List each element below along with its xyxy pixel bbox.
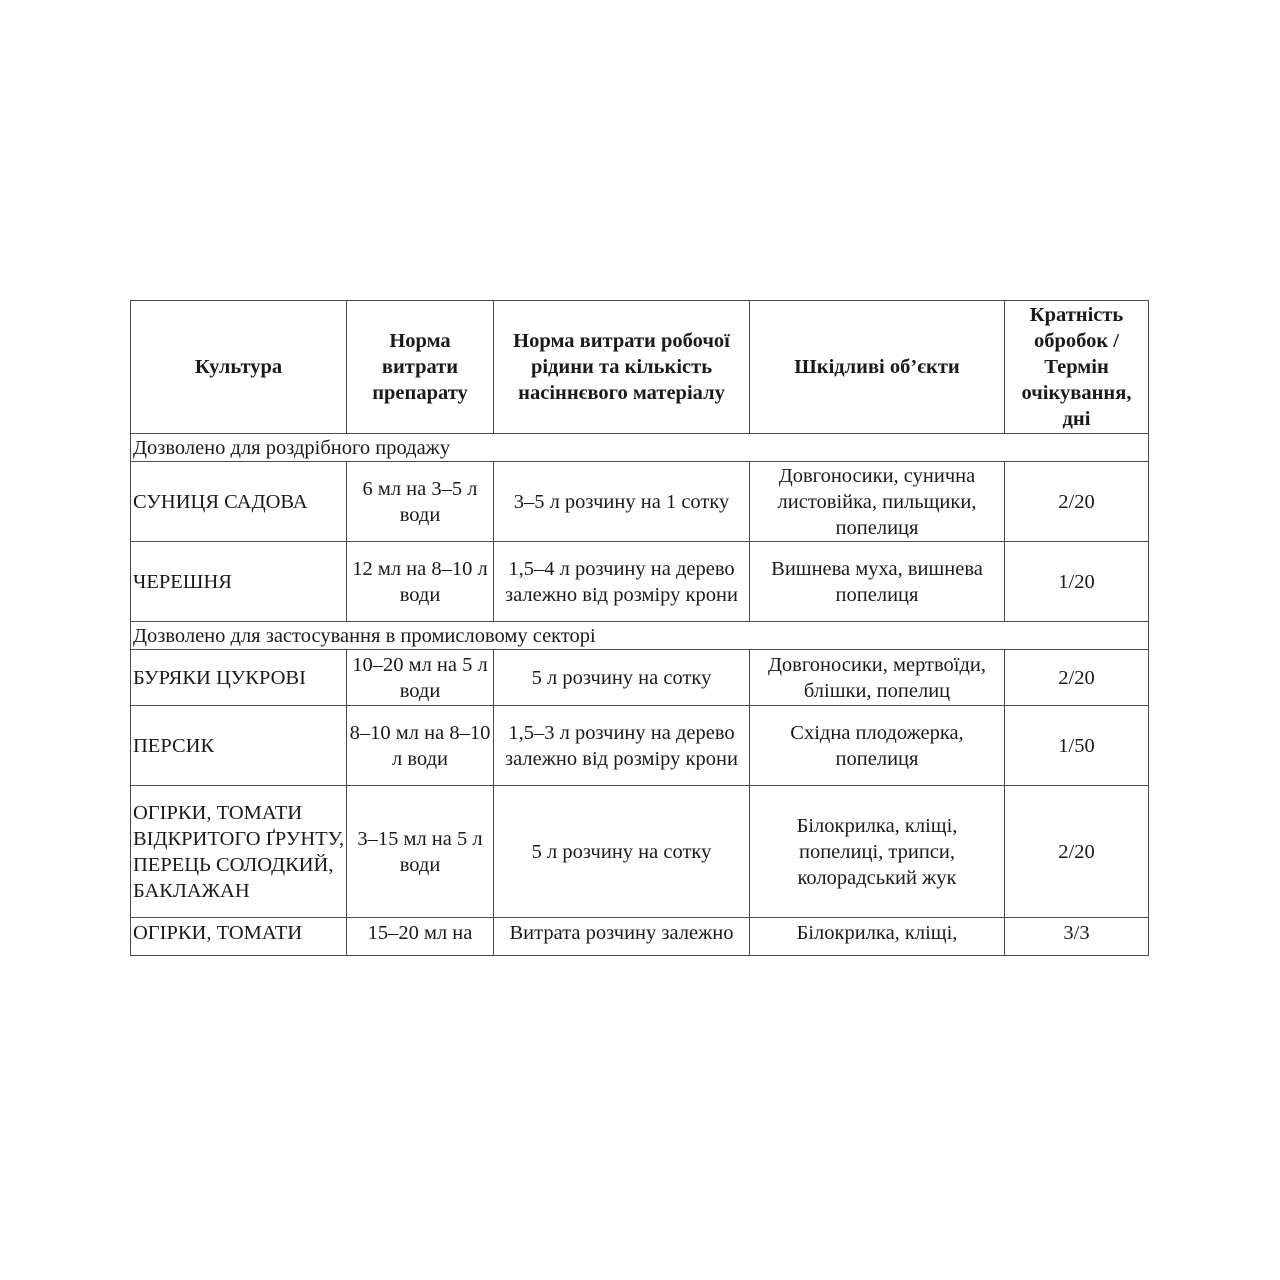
cell-pests: Східна плодожерка, попелиця [750,706,1005,786]
cell-product-rate: 6 мл на 3–5 л води [347,462,494,542]
cell-product-rate: 3–15 мл на 5 л води [347,786,494,918]
cell-pests: Білокрилка, кліщі, попелиці, трипси, колорадський жук [750,786,1005,918]
cell-crop: ОГІРКИ, ТОМАТИ ВІДКРИТОГО ҐРУНТУ, ПЕРЕЦЬ СОЛОДКИЙ, БАКЛАЖАН [131,786,347,918]
section-title: Дозволено для застосування в промисловому секторі [131,622,1149,650]
table-row [131,462,1149,542]
section-row [131,434,1149,462]
table-row [131,650,1149,706]
header-pests: Шкідливі об’єкти [750,301,1005,434]
cell-crop: ЧЕРЕШНЯ [131,542,347,622]
table-row [131,542,1149,622]
cell-liquid-rate: 5 л розчину на сотку [494,786,750,918]
cell-crop: ПЕРСИК [131,706,347,786]
cell-treatments: 3/3 [1005,918,1149,956]
cell-product-rate: 8–10 мл на 8–10 л води [347,706,494,786]
table-row [131,918,1149,956]
cell-liquid-rate: 1,5–3 л розчину на дерево залежно від розміру крони [494,706,750,786]
cell-crop: СУНИЦЯ САДОВА [131,462,347,542]
cell-pests: Довгоносики, сунична листовійка, пильщики, попелиця [750,462,1005,542]
cell-treatments: 1/20 [1005,542,1149,622]
cell-liquid-rate: 1,5–4 л розчину на дерево залежно від розміру крони [494,542,750,622]
section-title: Дозволено для роздрібного продажу [131,434,1149,462]
cell-crop: ОГІРКИ, ТОМАТИ [131,918,347,956]
cell-pests: Білокрилка, кліщі, [750,918,1005,956]
pesticide-table [130,300,1149,956]
cell-liquid-rate: 3–5 л розчину на 1 сотку [494,462,750,542]
table-row [131,706,1149,786]
cell-product-rate: 12 мл на 8–10 л води [347,542,494,622]
cell-liquid-rate: Витрата розчину залежно [494,918,750,956]
cell-treatments: 1/50 [1005,706,1149,786]
header-product-rate: Норма витрати препарату [347,301,494,434]
cell-pests: Вишнева муха, вишнева попелиця [750,542,1005,622]
cell-product-rate: 10–20 мл на 5 л води [347,650,494,706]
cell-product-rate: 15–20 мл на [347,918,494,956]
cell-pests: Довгоносики, мертвоїди, блішки, попелиц [750,650,1005,706]
cell-treatments: 2/20 [1005,786,1149,918]
header-liquid-rate: Норма витрати робочої рідини та кількість насіннєвого матеріалу [494,301,750,434]
header-crop: Культура [131,301,347,434]
cell-crop: БУРЯКИ ЦУКРОВІ [131,650,347,706]
table-row [131,786,1149,918]
section-row [131,622,1149,650]
cell-treatments: 2/20 [1005,650,1149,706]
cell-treatments: 2/20 [1005,462,1149,542]
header-treatments: Кратність обробок / Термін очікування, дні [1005,301,1149,434]
header-row [131,301,1149,434]
cell-liquid-rate: 5 л розчину на сотку [494,650,750,706]
